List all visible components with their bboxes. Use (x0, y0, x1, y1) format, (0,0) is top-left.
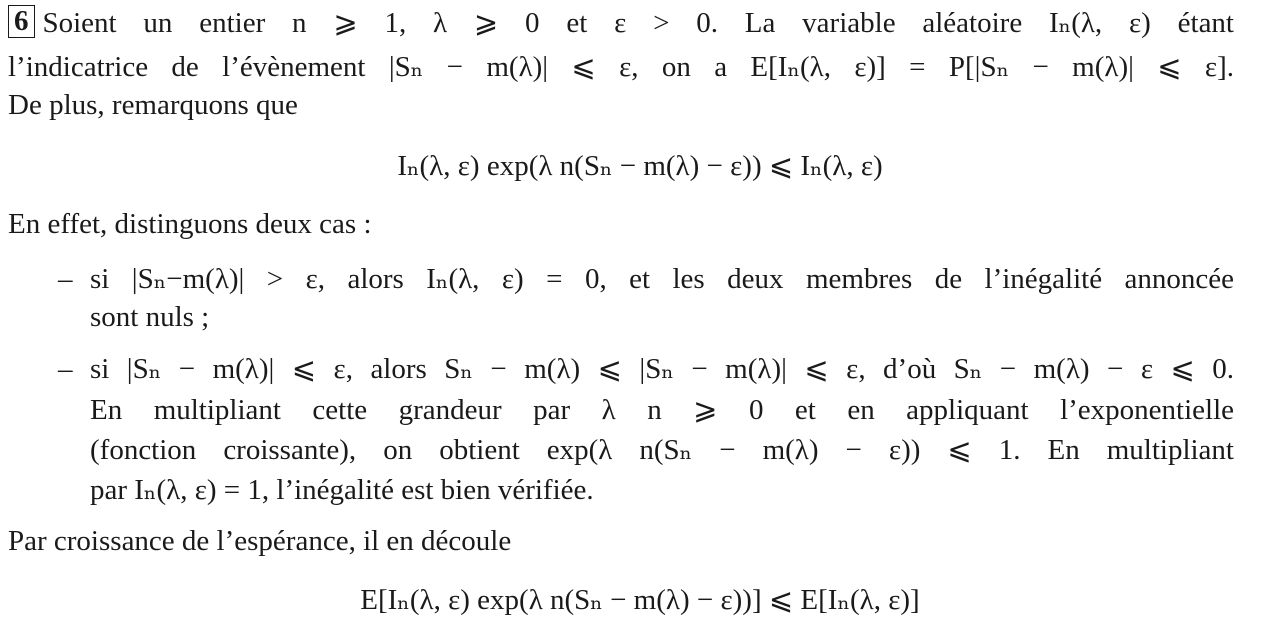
case-1-line-1: si |Sₙ−m(λ)| > ε, alors Iₙ(λ, ε) = 0, et les deux membres de l’inégalité annoncée (90, 263, 1234, 295)
case-1-line-2: sont nuls ; (90, 301, 210, 333)
paragraph-line-2: l’indicatrice de l’évènement |Sₙ − m(λ)| ⩽ ε, on a E[Iₙ(λ, ε)] = P[|Sₙ − m(λ)| ⩽ ε]. (8, 51, 1234, 83)
case-2-line-1: si |Sₙ − m(λ)| ⩽ ε, alors Sₙ − m(λ) ⩽ |Sₙ − m(λ)| ⩽ ε, d’où Sₙ − m(λ) − ε ⩽ 0. (90, 353, 1234, 385)
case-2-marker: – (58, 353, 73, 385)
display-equation-1: Iₙ(λ, ε) exp(λ n(Sₙ − m(λ) − ε)) ⩽ Iₙ(λ, ε) (397, 150, 883, 182)
paragraph-line-3: De plus, remarquons que (8, 89, 298, 121)
case-2-line-4: par Iₙ(λ, ε) = 1, l’inégalité est bien vérifiée. (90, 474, 594, 506)
paragraph-line-1-text: Soient un entier n ⩾ 1, λ ⩾ 0 et ε > 0. La variable aléatoire Iₙ(λ, ε) étant (42, 7, 1234, 39)
case-2-line-2: En multipliant cette grandeur par λ n ⩾ 0 et en appliquant l’exponentielle (90, 394, 1234, 426)
case-1-marker: – (58, 263, 73, 295)
exercise-number-box: 6 (8, 5, 35, 38)
paragraph-line-1 (8, 5, 1234, 41)
transition-text: En effet, distinguons deux cas : (8, 208, 372, 240)
case-2-line-3: (fonction croissante), on obtient exp(λ n(Sₙ − m(λ) − ε)) ⩽ 1. En multipliant (90, 434, 1234, 466)
conclusion-text: Par croissance de l’espérance, il en découle (8, 525, 512, 557)
display-equation-2: E[Iₙ(λ, ε) exp(λ n(Sₙ − m(λ) − ε))] ⩽ E[Iₙ(λ, ε)] (360, 584, 920, 616)
